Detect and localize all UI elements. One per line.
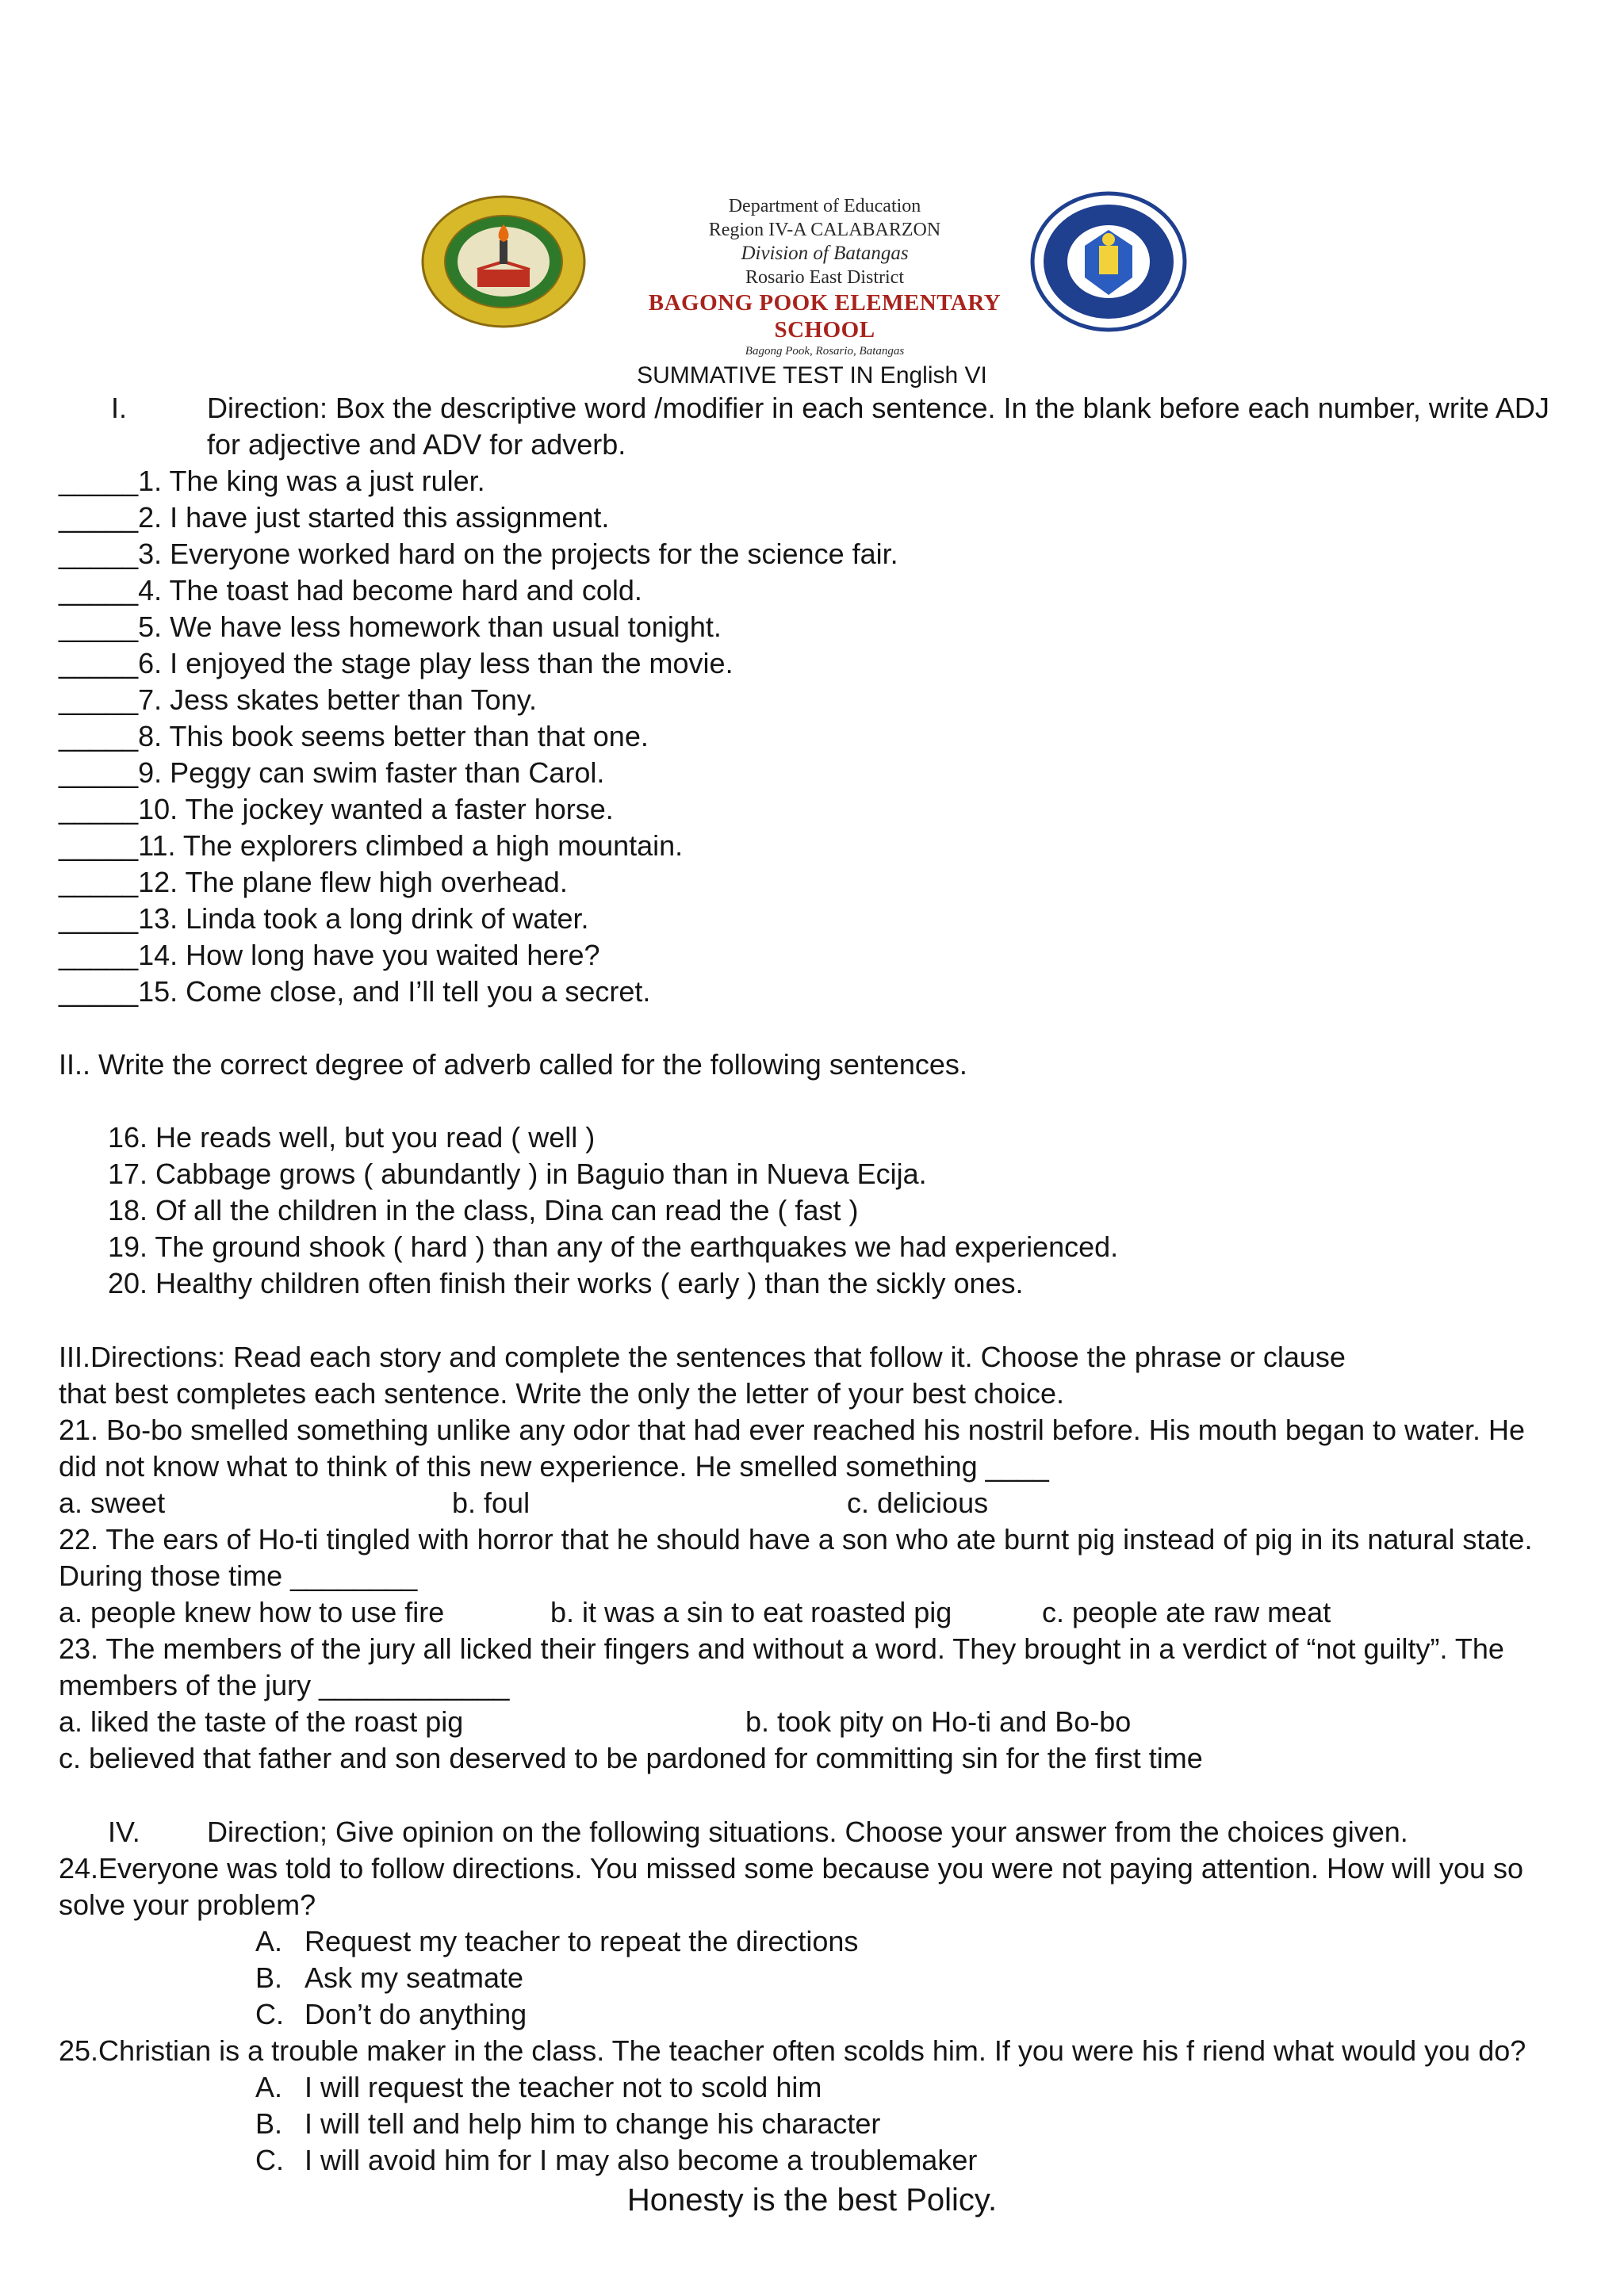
- question-24-line1: 24.Everyone was told to follow directions. You missed some because you were not paying attention. How will you so: [59, 1852, 1524, 1885]
- part1-item-10: _____10. The jockey wanted a faster horse.: [59, 793, 614, 825]
- part1-numeral: I.: [111, 392, 128, 424]
- question-25-choice-c-letter: C.: [255, 2144, 284, 2176]
- question-22-choice-c: c. people ate raw meat: [1042, 1596, 1331, 1628]
- part2-item-19: 19. The ground shook ( hard ) than any of the earthquakes we had experienced.: [108, 1230, 1119, 1263]
- part2-direction: II.. Write the correct degree of adverb called for the following sentences.: [59, 1048, 967, 1081]
- question-21-line2: did not know what to think of this new experience. He smelled something ____: [59, 1450, 1049, 1483]
- school-address: Bagong Pook, Rosario, Batangas: [745, 345, 905, 358]
- question-24-choice-a-letter: A.: [255, 1925, 283, 1957]
- department-name: Department of Education: [728, 196, 921, 216]
- motto: Honesty is the best Policy.: [626, 2183, 998, 2218]
- part1-item-11: _____11. The explorers climbed a high mountain.: [59, 829, 684, 862]
- part1-item-1: _____1. The king was a just ruler.: [59, 465, 485, 497]
- part1-item-15: _____15. Come close, and I’ll tell you a secret.: [59, 975, 651, 1008]
- part1-item-6: _____6. I enjoyed the stage play less than the movie.: [59, 647, 733, 679]
- part1-item-3: _____3. Everyone worked hard on the projects for the science fair.: [59, 538, 898, 570]
- question-21-choice-c: c. delicious: [847, 1487, 989, 1519]
- question-22-choice-a: a. people knew how to use fire: [59, 1596, 445, 1628]
- part4-direction: Direction; Give opinion on the following situations. Choose your answer from the choices given.: [207, 1816, 1408, 1848]
- page-title: SUMMATIVE TEST IN English VI: [637, 362, 987, 388]
- part2-item-18: 18. Of all the children in the class, Dina can read the ( fast ): [108, 1194, 859, 1226]
- school-seal-logo: [420, 194, 587, 329]
- question-22-choice-b: b. it was a sin to eat roasted pig: [550, 1596, 952, 1628]
- question-24-choice-a-text: Request my teacher to repeat the directions: [304, 1925, 859, 1957]
- part1-item-12: _____12. The plane flew high overhead.: [59, 866, 568, 898]
- question-25-line1: 25.Christian is a trouble maker in the class. The teacher often scolds him. If you were his f riend what would you do?: [59, 2034, 1526, 2067]
- question-23-line1: 23. The members of the jury all licked their fingers and without a word. They brought in a verdict of “not guilty”. The: [59, 1632, 1504, 1665]
- question-25-choice-a-letter: A.: [255, 2071, 283, 2103]
- part1-item-9: _____9. Peggy can swim faster than Carol.: [59, 756, 605, 789]
- question-21-line1: 21. Bo-bo smelled something unlike any odor that had ever reached his nostril before. His mouth began to water. He: [59, 1414, 1526, 1446]
- question-25-choice-a-text: I will request the teacher not to scold him: [304, 2071, 822, 2103]
- part2-item-17: 17. Cabbage grows ( abundantly ) in Baguio than in Nueva Ecija.: [108, 1158, 927, 1190]
- question-24-line2: solve your problem?: [59, 1888, 316, 1921]
- part2-item-16: 16. He reads well, but you read ( well ): [108, 1121, 596, 1154]
- question-22-line2: During those time ________: [59, 1559, 418, 1592]
- part1-item-7: _____7. Jess skates better than Tony.: [59, 683, 538, 716]
- question-23-choice-a: a. liked the taste of the roast pig: [59, 1705, 464, 1738]
- region-name: Region IV-A CALABARZON: [708, 220, 941, 240]
- question-23-choice-c: c. believed that father and son deserved to be pardoned for committing sin for the first time: [59, 1742, 1203, 1774]
- question-25-choice-c-text: I will avoid him for I may also become a troublemaker: [304, 2144, 978, 2176]
- question-24-choice-b-text: Ask my seatmate: [304, 1961, 524, 1994]
- question-25-choice-b-text: I will tell and help him to change his character: [304, 2107, 881, 2140]
- part1-item-14: _____14. How long have you waited here?: [59, 939, 600, 971]
- part1-item-4: _____4. The toast had become hard and cold.: [59, 574, 642, 607]
- question-25-choice-b-letter: B.: [255, 2107, 283, 2140]
- part4-numeral: IV.: [108, 1816, 140, 1848]
- part3-direction-line1: III.Directions: Read each story and complete the sentences that follow it. Choose the phrase or clause: [59, 1341, 1346, 1373]
- part1-direction-line1: Direction: Box the descriptive word /modifier in each sentence. In the blank before each number, write ADJ: [207, 392, 1549, 424]
- question-22-line1: 22. The ears of Ho-ti tingled with horror that he should have a son who ate burnt pig instead of pig in its natural state.: [59, 1523, 1533, 1556]
- question-21-choice-b: b. foul: [452, 1487, 530, 1519]
- question-24-choice-b-letter: B.: [255, 1961, 283, 1994]
- question-23-line2: members of the jury ____________: [59, 1669, 510, 1701]
- letterhead: [603, 194, 1047, 359]
- part1-item-13: _____13. Linda took a long drink of water.: [59, 902, 589, 935]
- deped-seal-logo: [1029, 190, 1188, 333]
- part2-item-20: 20. Healthy children often finish their works ( early ) than the sickly ones.: [108, 1267, 1024, 1299]
- part1-direction-line2: for adjective and ADV for adverb.: [207, 428, 626, 461]
- division-name: Division of Batangas: [741, 243, 909, 264]
- question-21-choice-a: a. sweet: [59, 1487, 166, 1519]
- part3-direction-line2: that best completes each sentence. Write the only the letter of your best choice.: [59, 1377, 1065, 1410]
- question-23-choice-b: b. took pity on Ho-ti and Bo-bo: [745, 1705, 1132, 1738]
- school-name: BAGONG POOK ELEMENTARY SCHOOL: [648, 290, 1002, 342]
- part1-item-8: _____8. This book seems better than that one.: [59, 720, 649, 752]
- part1-item-2: _____2. I have just started this assignment.: [59, 501, 610, 534]
- question-24-choice-c-text: Don’t do anything: [304, 1998, 527, 2030]
- question-24-choice-c-letter: C.: [255, 1998, 284, 2030]
- district-name: Rosario East District: [745, 267, 904, 288]
- part1-item-5: _____5. We have less homework than usual tonight.: [59, 610, 722, 643]
